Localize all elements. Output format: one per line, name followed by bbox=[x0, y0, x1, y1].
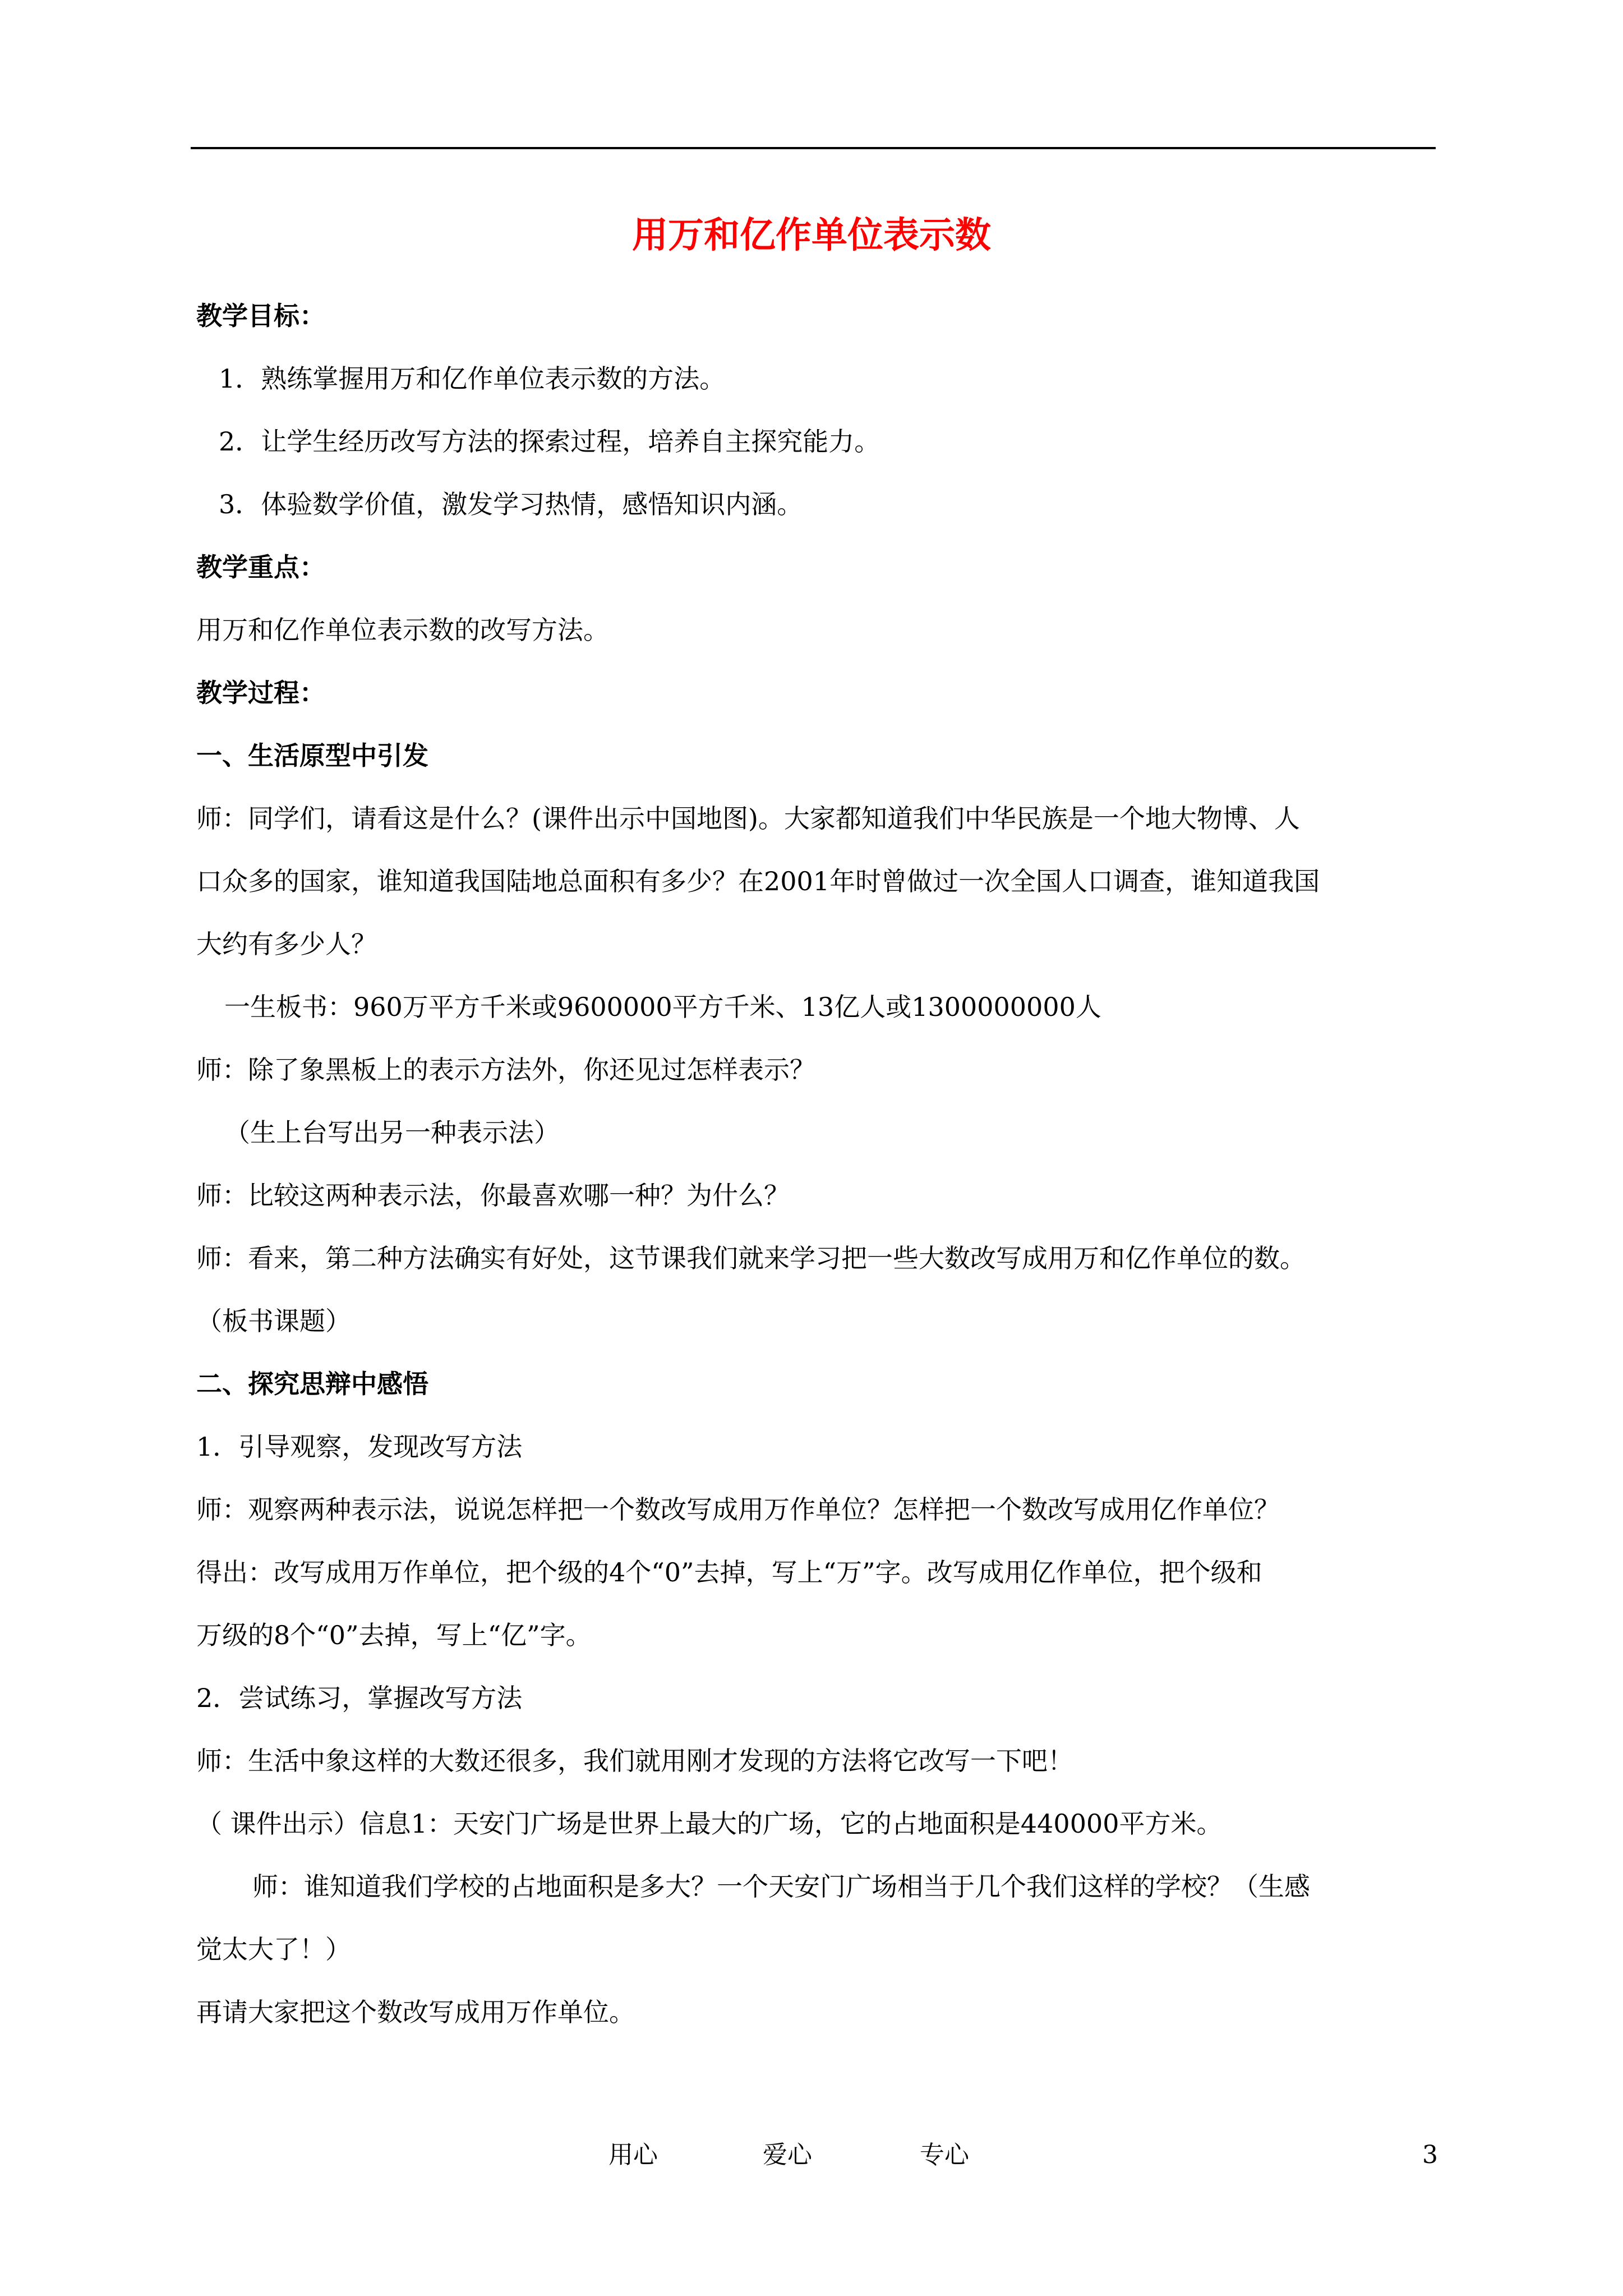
paragraph-line: 师：看来，第二种方法确实有好处，这节课我们就来学习把一些大数改写成用万和亿作单位的数。 bbox=[196, 1243, 1306, 1273]
header-rule bbox=[191, 147, 1436, 149]
paragraph-line: （ 课件出示）信息1：天安门广场是世界上最大的广场，它的占地面积是440000平方米。 bbox=[196, 1809, 1223, 1839]
footer-text-middle: 爱心 bbox=[763, 2141, 812, 2169]
page-number: 3 bbox=[1422, 2141, 1438, 2169]
page-title: 用万和亿作单位表示数 bbox=[632, 214, 991, 256]
focus-text: 用万和亿作单位表示数的改写方法。 bbox=[196, 615, 609, 645]
paragraph-line: 师：谁知道我们学校的占地面积是多大？一个天安门广场相当于几个我们这样的学校？（生感 bbox=[252, 1871, 1310, 1902]
section-heading-1: 一、生活原型中引发 bbox=[196, 740, 428, 771]
heading-teaching-focus: 教学重点： bbox=[196, 552, 325, 582]
footer-text-left: 用心 bbox=[608, 2141, 658, 2169]
paragraph-line: 大约有多少人？ bbox=[196, 929, 377, 959]
paragraph-line: 口众多的国家，谁知道我国陆地总面积有多少？在2001年时曾做过一次全国人口调查，谁知道我国 bbox=[196, 866, 1320, 896]
paragraph-line: 师：同学们，请看这是什么？(课件出示中国地图)。大家都知道我们中华民族是一个地大物博、人 bbox=[196, 803, 1300, 834]
paragraph-line: 师：生活中象这样的大数还很多，我们就用刚才发现的方法将它改写一下吧！ bbox=[196, 1746, 1073, 1776]
paragraph-line: （生上台写出另一种表示法） bbox=[224, 1117, 560, 1148]
paragraph-line: 师：观察两种表示法，说说怎样把一个数改写成用万作单位？怎样把一个数改写成用亿作单位？ bbox=[196, 1494, 1280, 1525]
paragraph-line: 1．引导观察，发现改写方法 bbox=[196, 1432, 523, 1462]
paragraph-line: 师：除了象黑板上的表示方法外，你还见过怎样表示？ bbox=[196, 1055, 815, 1085]
footer-text-right: 专心 bbox=[920, 2141, 969, 2169]
paragraph-line: 2．尝试练习，掌握改写方法 bbox=[196, 1683, 523, 1713]
paragraph-line: 师：比较这两种表示法，你最喜欢哪一种？为什么？ bbox=[196, 1180, 790, 1211]
paragraph-line: 得出：改写成用万作单位，把个级的4个“0”去掉，写上“万”字。改写成用亿作单位，把个级和 bbox=[196, 1557, 1262, 1588]
goal-item-2: 2．让学生经历改写方法的探索过程，培养自主探究能力。 bbox=[219, 426, 880, 457]
heading-teaching-process: 教学过程： bbox=[196, 678, 325, 708]
paragraph-line: （板书课题） bbox=[196, 1306, 351, 1336]
goal-item-1: 1．熟练掌握用万和亿作单位表示数的方法。 bbox=[219, 364, 726, 394]
paragraph-line: 再请大家把这个数改写成用万作单位。 bbox=[196, 1997, 635, 2027]
paragraph-line: 万级的8个“0”去掉，写上“亿”字。 bbox=[196, 1620, 592, 1650]
heading-teaching-goals: 教学目标： bbox=[196, 301, 325, 331]
paragraph-line: 一生板书：960万平方千米或9600000平方千米、13亿人或1300000000人 bbox=[224, 992, 1101, 1022]
goal-item-3: 3．体验数学价值，激发学习热情，感悟知识内涵。 bbox=[219, 489, 803, 519]
paragraph-line: 觉太大了！） bbox=[196, 1934, 351, 1964]
section-heading-2: 二、探究思辩中感悟 bbox=[196, 1369, 428, 1399]
